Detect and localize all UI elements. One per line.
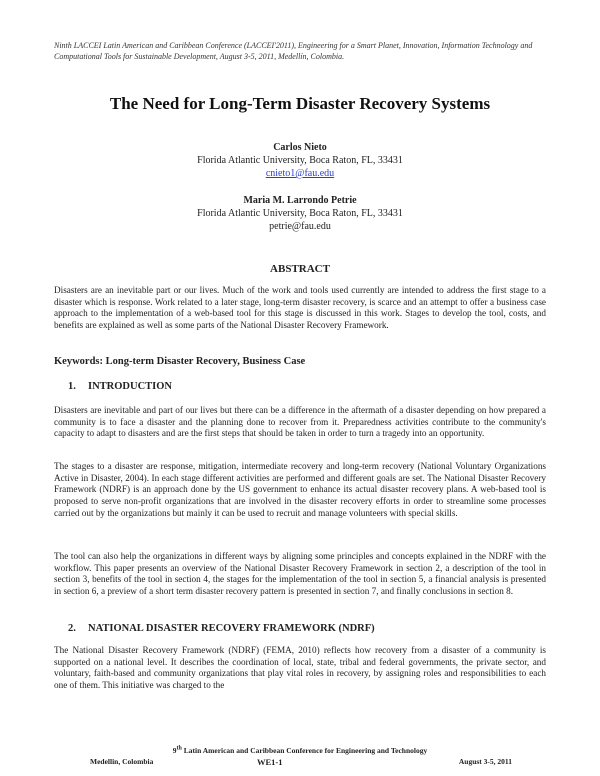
abstract-text: Disasters are an inevitable part or our lives. Much of the work and tools used currently are intended to address the first stage to a disaster which is response. Work related to a later stage, long-term disaster recovery, is scarce and an attempt to offer a business case approach to the implementation of a web-based tool for this stage is discussed in this work. Stages to develop the tool, costs, and benefits are explained as well as some parts of the National Disaster Recovery Framework. <box>54 285 546 331</box>
footer-conference <box>0 746 600 755</box>
author-affiliation: Florida Atlantic University, Boca Raton, FL, 33431 <box>197 155 403 166</box>
author-block-1 <box>0 141 600 180</box>
intro-paragraph-1: Disasters are inevitable and part of our lives but there can be a difference in the aftermath of a disaster depending on how prepared a community is to face a disaster and the planning done to recover from it. Preparedness activities contribute to the community's capacity to adapt to disasters and are the first steps that should be taken in order to turn a tragedy into an opportunity. <box>54 405 546 439</box>
author-block-2 <box>0 194 600 233</box>
footer-ordinal: 9 <box>172 746 177 755</box>
section-heading-ndrf <box>68 623 375 634</box>
keywords-line: Keywords: Long-term Disaster Recovery, Business Case <box>54 356 306 367</box>
page-footer <box>0 746 600 769</box>
footer-page-label: WE1-1 <box>257 757 283 767</box>
author-email-link[interactable]: cnieto1@fau.edu <box>265 168 335 179</box>
footer-conference-name: Latin American and Caribbean Conference for Engineering and Technology <box>183 746 428 755</box>
footer-ordinal-suffix: th <box>176 745 182 752</box>
section-heading-introduction <box>68 381 172 392</box>
author-email: petrie@fau.edu <box>269 221 331 232</box>
paper-title: The Need for Long-Term Disaster Recovery Systems <box>109 94 491 113</box>
ndrf-paragraph-1: The National Disaster Recovery Framework (NDRF) (FEMA, 2010) reflects how recovery from a disaster of a community is supported on a national level. It describes the coordination of local, state, tribal and federal governments, the private sector, and voluntary, faith-based and community organizations that play vital roles in recovery, by assigning roles and responsibilities to each one of them. This initiative was charged to the <box>54 645 546 691</box>
author-affiliation: Florida Atlantic University, Boca Raton, FL, 33431 <box>197 208 403 219</box>
author-name: Maria M. Larrondo Petrie <box>243 195 357 206</box>
abstract-heading: ABSTRACT <box>270 263 330 275</box>
author-name: Carlos Nieto <box>273 142 327 153</box>
intro-paragraph-3: The tool can also help the organizations in different ways by aligning some principles and concepts explained in the NDRF with the workflow. This paper presents an overview of the National Disaster Recovery Framework in section 2, a description of the tool in section 3, benefits of the tool in section 4, the stages for the implementation of the tool in section 5, a financial analysis is presented in section 6, a preview of a short term disaster recovery pattern is presented in section 7, and finally conclusions in section 8. <box>54 551 546 597</box>
section-number: 1. <box>68 381 76 392</box>
section-number: 2. <box>68 623 76 634</box>
conference-header-note: Ninth LACCEI Latin American and Caribbean Conference (LACCEI'2011), Engineering for a Smart Planet, Innovation, Information Technology and Computational Tools for Sustainable Development, August 3-5, 2011, Medellín, Colombia. <box>54 41 533 61</box>
footer-dates: August 3-5, 2011 <box>458 757 512 766</box>
intro-paragraph-2: The stages to a disaster are response, mitigation, intermediate recovery and long-term recovery (National Voluntary Organizations Active in Disaster, 2004). In each stage different activities are performed and different goals are set. The National Disaster Recovery Framework (NDRF) is an approach done by the US government to enhance its actual disaster recovery plans. A web-based tool is proposed to serve non-profit organizations that are involved in the disaster recovery efforts in order to streamline some processes carried out by the organizations but mainly it can be used to recruit and manage volunteers with special skills. <box>54 461 546 518</box>
section-title: NATIONAL DISASTER RECOVERY FRAMEWORK (NDRF) <box>88 623 375 634</box>
footer-location: Medellin, Colombia <box>90 757 154 766</box>
section-title: INTRODUCTION <box>88 381 173 392</box>
